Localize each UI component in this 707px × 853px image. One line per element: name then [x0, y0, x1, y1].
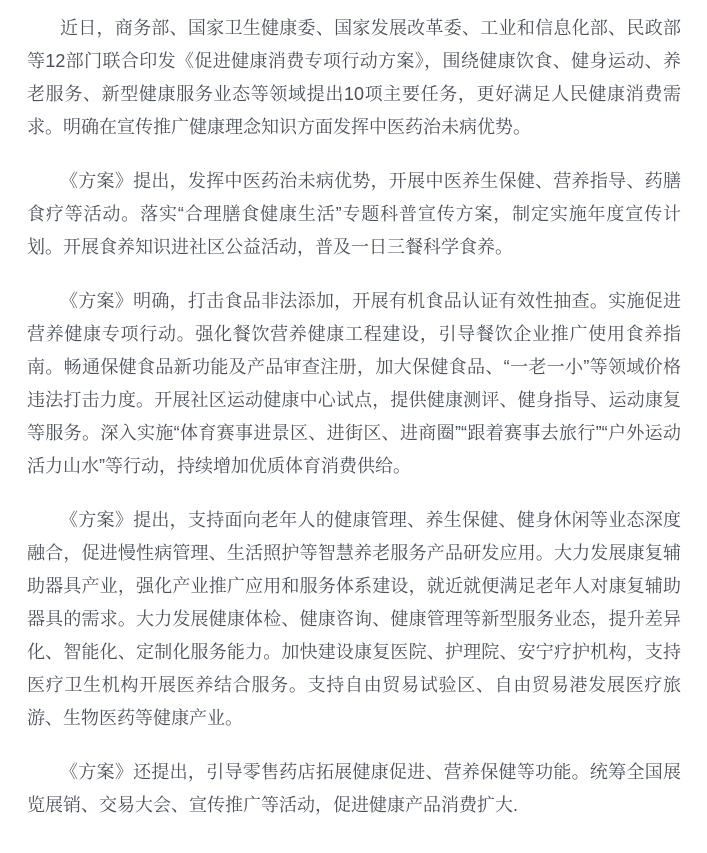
article-paragraph-3: 《方案》明确，打击食品非法添加，开展有机食品认证有效性抽查。实施促进营养健康专项行动。强化餐饮营养健康工程建设，引导餐饮企业推广使用食养指南。畅通保健食品新功能及产品审查注册，加大保健食品、“一老一小”等领域价格违法打击力度。开展社区运动健康中心试点，提供健康测评、健身指导、运动康复等服务。深入实施“体育赛事进景区、进街区、进商圈”“跟着赛事去旅行”“户外运动活力山水”等行动，持续增加优质体育消费供给。: [27, 291, 681, 476]
article-paragraph-4: 《方案》提出，支持面向老年人的健康管理、养生保健、健身休闲等业态深度融合，促进慢性病管理、生活照护等智慧养老服务产品研发应用。大力发展康复辅助器具产业，强化产业推广应用和服务体系建设，就近就便满足老年人对康复辅助器具的需求。大力发展健康体检、健康咨询、健康管理等新型服务业态，提升差异化、智能化、定制化服务能力。加快建设康复医院、护理院、安宁疗护机构，支持医疗卫生机构开展医养结合服务。支持自由贸易试验区、自由贸易港发展医疗旅游、生物医药等健康产业。: [27, 510, 681, 728]
article-paragraph-5: 《方案》还提出，引导零售药店拓展健康促进、营养保健等功能。统筹全国展览展销、交易大会、宣传推广等活动，促进健康产品消费扩大.: [27, 762, 681, 815]
article-paragraph-2: 《方案》提出，发挥中医药治未病优势，开展中医养生保健、营养指导、药膳食疗等活动。落实“合理膳食健康生活”专题科普宣传方案，制定实施年度宣传计划。开展食养知识进社区公益活动，普及一日三餐科学食养。: [27, 171, 681, 257]
article-paragraph-1: 近日，商务部、国家卫生健康委、国家发展改革委、工业和信息化部、民政部等12部门联合印发《促进健康消费专项行动方案》，围绕健康饮食、健身运动、养老服务、新型健康服务业态等领域提出10项主要任务，更好满足人民健康消费需求。明确在宣传推广健康理念知识方面发挥中医药治未病优势。: [27, 18, 681, 137]
